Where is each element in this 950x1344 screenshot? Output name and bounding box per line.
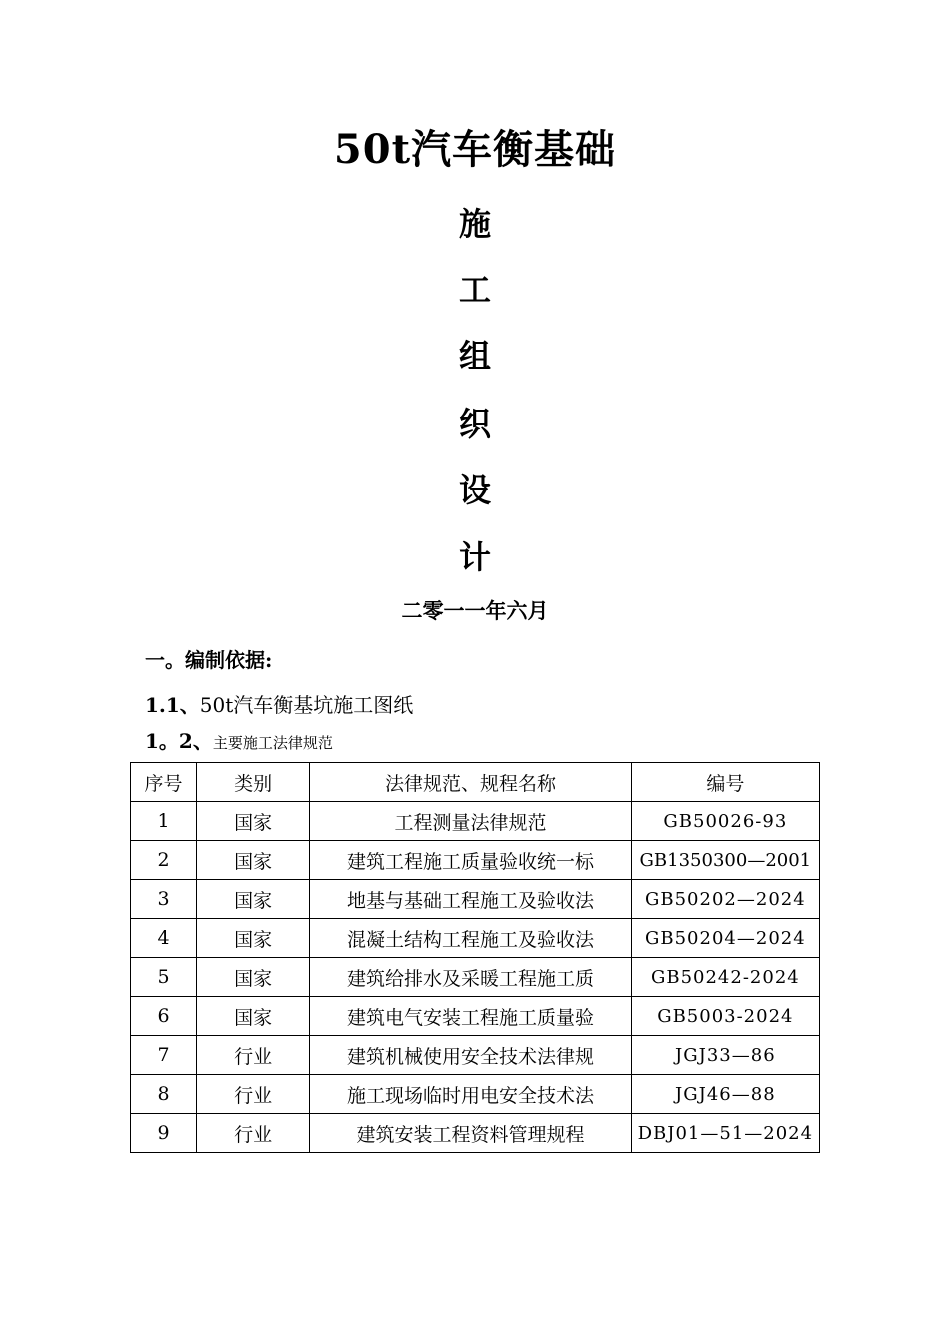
cell-index: 5 bbox=[131, 958, 197, 997]
item-text: 50t汽车衡基坑施工图纸 bbox=[199, 693, 414, 717]
cell-index: 7 bbox=[131, 1036, 197, 1075]
table-row bbox=[131, 1114, 820, 1153]
table-row bbox=[131, 997, 820, 1036]
cell-category: 国家 bbox=[197, 802, 310, 841]
cell-code: GB1350300—2001 bbox=[631, 841, 819, 880]
cell-name: 建筑安装工程资料管理规程 bbox=[310, 1114, 631, 1153]
cell-code: GB50026-93 bbox=[631, 802, 819, 841]
table-row bbox=[131, 1075, 820, 1114]
cell-index: 6 bbox=[131, 997, 197, 1036]
cell-category: 国家 bbox=[197, 880, 310, 919]
cell-name: 混凝土结构工程施工及验收法 bbox=[310, 919, 631, 958]
cell-name: 建筑机械使用安全技术法律规 bbox=[310, 1036, 631, 1075]
document-title: 50t汽车衡基础 bbox=[333, 126, 617, 173]
subtitle-char: 施 bbox=[458, 205, 491, 243]
cell-category: 国家 bbox=[197, 919, 310, 958]
cell-code: GB5003-2024 bbox=[631, 997, 819, 1036]
subtitle-char: 设 bbox=[458, 471, 491, 509]
basis-item-1 bbox=[145, 690, 413, 720]
item-number: 1.1、 bbox=[145, 693, 200, 717]
cell-name: 施工现场临时用电安全技术法 bbox=[310, 1075, 631, 1114]
cell-category: 行业 bbox=[197, 1114, 310, 1153]
subtitle-char: 组 bbox=[458, 337, 491, 375]
cell-category: 国家 bbox=[197, 841, 310, 880]
header-index: 序号 bbox=[131, 763, 197, 802]
cell-name: 工程测量法律规范 bbox=[310, 802, 631, 841]
cell-code: GB50242-2024 bbox=[631, 958, 819, 997]
regulations-table bbox=[130, 762, 820, 1153]
cell-code: GB50202—2024 bbox=[631, 880, 819, 919]
cell-category: 国家 bbox=[197, 997, 310, 1036]
item-number: 1。2、 bbox=[145, 729, 213, 753]
subtitle-char: 工 bbox=[458, 271, 491, 309]
cell-index: 8 bbox=[131, 1075, 197, 1114]
cell-name: 建筑工程施工质量验收统一标 bbox=[310, 841, 631, 880]
cell-code: JGJ33—86 bbox=[631, 1036, 819, 1075]
table-row bbox=[131, 880, 820, 919]
cell-name: 建筑给排水及采暖工程施工质 bbox=[310, 958, 631, 997]
subtitle-char: 计 bbox=[458, 538, 491, 576]
header-name: 法律规范、规程名称 bbox=[310, 763, 631, 802]
cell-code: GB50204—2024 bbox=[631, 919, 819, 958]
cell-index: 4 bbox=[131, 919, 197, 958]
basis-item-2 bbox=[145, 727, 333, 757]
header-code: 编号 bbox=[631, 763, 819, 802]
subtitle-char: 织 bbox=[458, 405, 491, 443]
cell-code: DBJ01—51—2024 bbox=[631, 1114, 819, 1153]
cell-category: 国家 bbox=[197, 958, 310, 997]
cell-name: 地基与基础工程施工及验收法 bbox=[310, 880, 631, 919]
cell-index: 3 bbox=[131, 880, 197, 919]
document-date: 二零一一年六月 bbox=[401, 598, 549, 623]
item-text: 主要施工法律规范 bbox=[212, 734, 333, 752]
table-row bbox=[131, 919, 820, 958]
cell-index: 1 bbox=[131, 802, 197, 841]
section-heading: 一。编制依据: bbox=[145, 648, 273, 672]
cell-index: 9 bbox=[131, 1114, 197, 1153]
table-row bbox=[131, 802, 820, 841]
table-row bbox=[131, 1036, 820, 1075]
table-row bbox=[131, 841, 820, 880]
header-category: 类别 bbox=[197, 763, 310, 802]
cell-code: JGJ46—88 bbox=[631, 1075, 819, 1114]
table-header-row bbox=[131, 763, 820, 802]
cell-index: 2 bbox=[131, 841, 197, 880]
cell-category: 行业 bbox=[197, 1075, 310, 1114]
table-row bbox=[131, 958, 820, 997]
cell-name: 建筑电气安装工程施工质量验 bbox=[310, 997, 631, 1036]
cell-category: 行业 bbox=[197, 1036, 310, 1075]
